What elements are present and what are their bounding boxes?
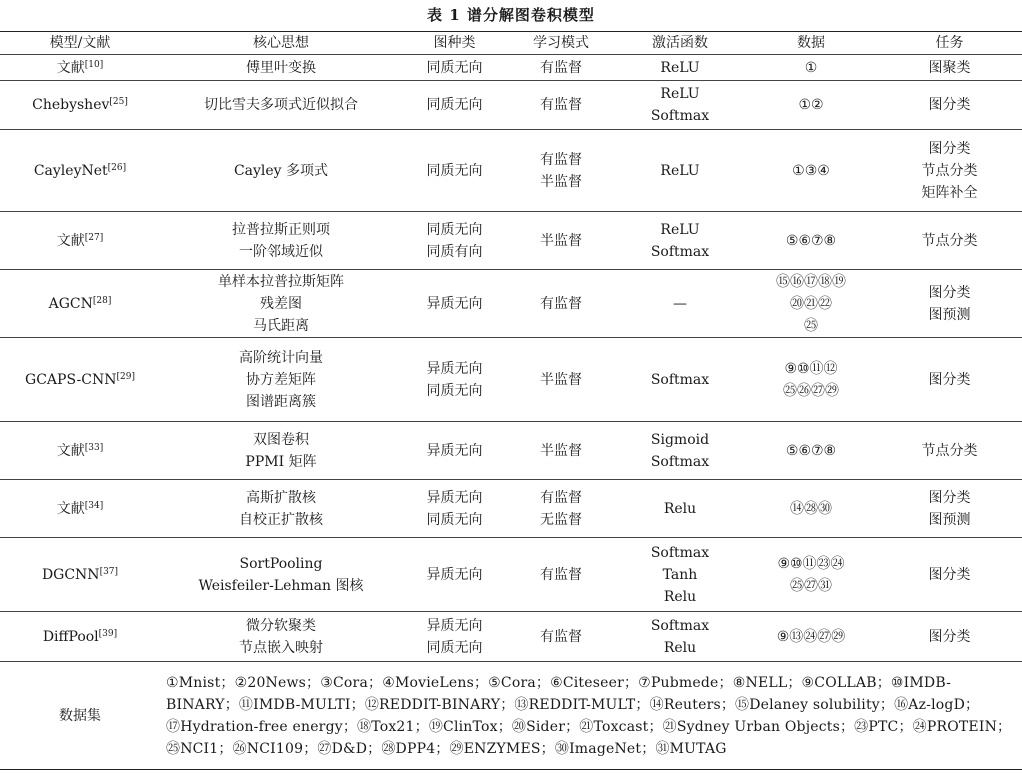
learning-mode-line: 有监督 xyxy=(540,489,582,506)
model-cell xyxy=(0,81,160,130)
idea-cell xyxy=(160,130,402,212)
activation-line: ReLU xyxy=(660,59,700,76)
activation-cell xyxy=(615,422,745,480)
data-cell xyxy=(745,130,877,212)
graph-type-line: 异质无向 xyxy=(426,566,483,583)
reference-number: [26] xyxy=(107,162,127,173)
table-row xyxy=(0,270,1022,338)
idea-line: 高斯扩散核 xyxy=(246,489,316,506)
graph-type-cell xyxy=(402,55,507,81)
task-cell xyxy=(877,130,1022,212)
activation-line: — xyxy=(673,295,687,312)
model-cell xyxy=(0,538,160,612)
learning-mode-line: 半监督 xyxy=(540,173,582,190)
dataset-list: ①Mnist；②20News；③Cora；④MovieLens；⑤Cora；⑥Citeseer；⑦Pubmede；⑧NELL；⑨COLLAB；⑩IMDB-BINARY；⑪IMDB-MULTI；⑫REDDIT-BINARY；⑬REDDIT-MULT；⑭Reuters；⑮Delaney solubility；⑯Az-logD；⑰Hydration-free energy；⑱Tox21；⑲ClinTox；⑳Sider；㉑Toxcast；㉑Sydney Urban Objects；㉓PTC；㉔PROTEIN；㉕NCI1；㉖NCI109；㉗D&D；㉘DPP4；㉙ENZYMES；㉚ImageNet；㉛MUTAG xyxy=(160,662,1022,770)
idea-line: Cayley 多项式 xyxy=(233,162,329,179)
model-name: CayleyNet xyxy=(33,162,108,179)
table-row xyxy=(0,55,1022,81)
model-name: GCAPS-CNN xyxy=(25,371,117,388)
table-row xyxy=(0,212,1022,270)
activation-line: Sigmoid xyxy=(650,431,710,448)
graph-type-cell xyxy=(402,612,507,662)
learning-mode-cell xyxy=(507,612,615,662)
model-name: DGCNN xyxy=(41,566,100,583)
model-name: 文献 xyxy=(56,442,85,459)
graph-type-line: 同质无向 xyxy=(426,639,483,656)
table-row xyxy=(0,612,1022,662)
spectral-gcn-table xyxy=(0,31,1022,770)
data-line: ①② xyxy=(798,97,824,113)
model-cell xyxy=(0,422,160,480)
idea-cell xyxy=(160,538,402,612)
idea-cell xyxy=(160,212,402,270)
idea-cell xyxy=(160,270,402,338)
header-learning-mode: 学习模式 xyxy=(507,32,615,55)
header-task: 任务 xyxy=(877,32,1022,55)
activation-cell xyxy=(615,338,745,422)
idea-line: 高阶统计向量 xyxy=(239,349,323,366)
graph-type-line: 同质无向 xyxy=(426,221,483,238)
activation-line: Softmax xyxy=(650,371,710,388)
task-line: 图分类 xyxy=(928,97,971,113)
reference-number: [25] xyxy=(109,97,128,107)
idea-line: 协方差矩阵 xyxy=(246,371,316,388)
graph-type-line: 同质无向 xyxy=(426,97,483,113)
learning-mode-line: 有监督 xyxy=(540,59,582,76)
dataset-row xyxy=(0,662,1022,770)
data-line: ㉕㉗㉛ xyxy=(790,577,832,594)
data-line: ⑤⑥⑦⑧ xyxy=(785,442,837,459)
activation-line: Relu xyxy=(663,500,697,517)
learning-mode-cell xyxy=(507,422,615,480)
model-name: DiffPool xyxy=(42,628,99,645)
task-line: 图聚类 xyxy=(928,59,971,76)
data-line: ⑭㉘㉚ xyxy=(790,500,832,517)
task-cell xyxy=(877,612,1022,662)
learning-mode-cell xyxy=(507,480,615,538)
reference-number: [37] xyxy=(99,566,119,577)
learning-mode-cell xyxy=(507,270,615,338)
activation-cell xyxy=(615,212,745,270)
idea-line: 节点嵌入映射 xyxy=(239,639,323,656)
header-model: 模型/文献 xyxy=(0,32,160,55)
learning-mode-line: 有监督 xyxy=(540,566,582,583)
task-cell xyxy=(877,338,1022,422)
learning-mode-line: 有监督 xyxy=(540,97,582,113)
idea-line: PPMI 矩阵 xyxy=(245,453,317,470)
dataset-label: 数据集 xyxy=(0,662,160,770)
graph-type-cell xyxy=(402,338,507,422)
idea-line: 切比雪夫多项式近似拟合 xyxy=(204,97,358,113)
graph-type-line: 同质无向 xyxy=(426,59,483,76)
task-line: 图分类 xyxy=(928,284,971,301)
graph-type-line: 同质有向 xyxy=(426,243,483,260)
idea-line: 残差图 xyxy=(260,295,302,312)
activation-line: Relu xyxy=(663,588,697,605)
idea-cell xyxy=(160,338,402,422)
model-name: Chebyshev xyxy=(32,97,110,113)
graph-type-cell xyxy=(402,130,507,212)
task-cell xyxy=(877,270,1022,338)
data-line: ⑮⑯⑰⑱⑲ xyxy=(776,273,846,290)
data-line: ㉕㉖㉗㉙ xyxy=(783,382,839,399)
learning-mode-line: 有监督 xyxy=(540,295,582,312)
task-line: 图分类 xyxy=(928,140,971,157)
task-cell xyxy=(877,55,1022,81)
learning-mode-cell xyxy=(507,338,615,422)
data-cell xyxy=(745,480,877,538)
data-line: ⑨⑩⑪⑫ xyxy=(784,360,838,377)
task-cell xyxy=(877,422,1022,480)
idea-line: Weisfeiler-Lehman 图核 xyxy=(198,577,364,594)
activation-cell xyxy=(615,612,745,662)
model-name: 文献 xyxy=(56,59,85,76)
table-row xyxy=(0,480,1022,538)
data-cell xyxy=(745,612,877,662)
idea-line: SortPooling xyxy=(239,555,323,572)
idea-line: 单样本拉普拉斯矩阵 xyxy=(218,273,344,290)
table-row xyxy=(0,422,1022,480)
task-cell xyxy=(877,538,1022,612)
data-line: ⑳㉑㉒ xyxy=(790,295,832,312)
model-cell xyxy=(0,55,160,81)
graph-type-line: 异质无向 xyxy=(426,360,483,377)
graph-type-line: 异质无向 xyxy=(426,617,483,634)
activation-cell xyxy=(615,81,745,130)
idea-line: 马氏距离 xyxy=(253,317,309,334)
activation-cell xyxy=(615,130,745,212)
task-line: 矩阵补全 xyxy=(921,184,978,201)
task-line: 图分类 xyxy=(928,628,971,645)
activation-line: ReLU xyxy=(660,221,700,238)
task-line: 节点分类 xyxy=(921,442,978,459)
data-line: ⑤⑥⑦⑧ xyxy=(785,232,837,249)
task-cell xyxy=(877,212,1022,270)
task-line: 节点分类 xyxy=(921,162,978,179)
activation-line: ReLU xyxy=(660,86,700,102)
model-cell xyxy=(0,212,160,270)
data-cell xyxy=(745,212,877,270)
graph-type-cell xyxy=(402,212,507,270)
activation-line: Tanh xyxy=(662,566,698,583)
model-cell xyxy=(0,270,160,338)
task-line: 图预测 xyxy=(928,306,971,323)
model-name: 文献 xyxy=(56,500,85,517)
data-cell xyxy=(745,338,877,422)
reference-number: [10] xyxy=(84,59,104,70)
task-cell xyxy=(877,81,1022,130)
graph-type-line: 同质无向 xyxy=(426,382,483,399)
header-graph-type: 图种类 xyxy=(402,32,507,55)
model-name: 文献 xyxy=(56,232,85,249)
graph-type-cell xyxy=(402,538,507,612)
activation-line: Softmax xyxy=(650,544,710,561)
model-cell xyxy=(0,480,160,538)
data-line: ⑨⑩⑪㉓㉔ xyxy=(777,555,845,572)
learning-mode-line: 无监督 xyxy=(540,511,582,528)
data-cell xyxy=(745,538,877,612)
data-line: ㉕ xyxy=(804,317,818,334)
table-row xyxy=(0,130,1022,212)
task-cell xyxy=(877,480,1022,538)
learning-mode-cell xyxy=(507,538,615,612)
data-cell xyxy=(745,55,877,81)
idea-cell xyxy=(160,55,402,81)
reference-number: [28] xyxy=(92,295,112,306)
learning-mode-cell xyxy=(507,81,615,130)
activation-line: Softmax xyxy=(650,243,710,260)
model-cell xyxy=(0,130,160,212)
learning-mode-line: 半监督 xyxy=(540,371,582,388)
table-row xyxy=(0,338,1022,422)
learning-mode-cell xyxy=(507,212,615,270)
task-line: 图分类 xyxy=(928,566,971,583)
learning-mode-cell xyxy=(507,55,615,81)
activation-line: ReLU xyxy=(660,162,700,179)
idea-line: 微分软聚类 xyxy=(246,617,316,634)
data-line: ①③④ xyxy=(792,162,830,179)
task-line: 图分类 xyxy=(928,371,971,388)
data-line: ⑨⑬㉔㉗㉙ xyxy=(776,628,846,645)
learning-mode-line: 半监督 xyxy=(540,442,582,459)
graph-type-cell xyxy=(402,422,507,480)
table-caption: 表 1 谱分解图卷积模型 xyxy=(427,6,595,24)
graph-type-cell xyxy=(402,81,507,130)
graph-type-cell xyxy=(402,480,507,538)
activation-cell xyxy=(615,55,745,81)
activation-cell xyxy=(615,270,745,338)
model-cell xyxy=(0,338,160,422)
idea-line: 双图卷积 xyxy=(253,431,309,448)
activation-cell xyxy=(615,538,745,612)
header-row xyxy=(0,32,1022,55)
graph-type-line: 异质无向 xyxy=(426,489,483,506)
learning-mode-line: 有监督 xyxy=(540,151,582,168)
graph-type-line: 异质无向 xyxy=(426,442,483,459)
activation-line: Softmax xyxy=(650,108,710,124)
learning-mode-cell xyxy=(507,130,615,212)
reference-number: [29] xyxy=(116,371,135,382)
idea-line: 图谱距离簇 xyxy=(246,393,316,410)
idea-line: 傅里叶变换 xyxy=(246,59,316,76)
data-cell xyxy=(745,422,877,480)
idea-cell xyxy=(160,480,402,538)
header-activation: 激活函数 xyxy=(615,32,745,55)
reference-number: [39] xyxy=(98,628,118,639)
idea-cell xyxy=(160,81,402,130)
idea-cell xyxy=(160,612,402,662)
task-line: 图预测 xyxy=(928,511,971,528)
learning-mode-line: 有监督 xyxy=(540,628,582,645)
table-row xyxy=(0,81,1022,130)
header-data: 数据 xyxy=(745,32,877,55)
activation-line: Softmax xyxy=(650,453,710,470)
model-name: AGCN xyxy=(48,295,93,312)
idea-cell xyxy=(160,422,402,480)
graph-type-cell xyxy=(402,270,507,338)
idea-line: 自校正扩散核 xyxy=(239,511,323,528)
task-line: 图分类 xyxy=(928,489,971,506)
activation-cell xyxy=(615,480,745,538)
table-row xyxy=(0,538,1022,612)
learning-mode-line: 半监督 xyxy=(540,232,582,249)
activation-line: Softmax xyxy=(650,617,710,634)
task-line: 节点分类 xyxy=(921,232,978,249)
idea-line: 拉普拉斯正则项 xyxy=(232,221,330,238)
reference-number: [33] xyxy=(84,442,104,453)
reference-number: [34] xyxy=(84,500,104,511)
data-cell xyxy=(745,270,877,338)
data-cell xyxy=(745,81,877,130)
graph-type-line: 异质无向 xyxy=(426,295,483,312)
model-cell xyxy=(0,612,160,662)
reference-number: [27] xyxy=(84,232,104,243)
data-line: ① xyxy=(804,59,818,76)
graph-type-line: 同质无向 xyxy=(426,162,483,179)
header-idea: 核心思想 xyxy=(160,32,402,55)
graph-type-line: 同质无向 xyxy=(426,511,483,528)
idea-line: 一阶邻域近似 xyxy=(239,243,323,260)
activation-line: Relu xyxy=(663,639,697,656)
